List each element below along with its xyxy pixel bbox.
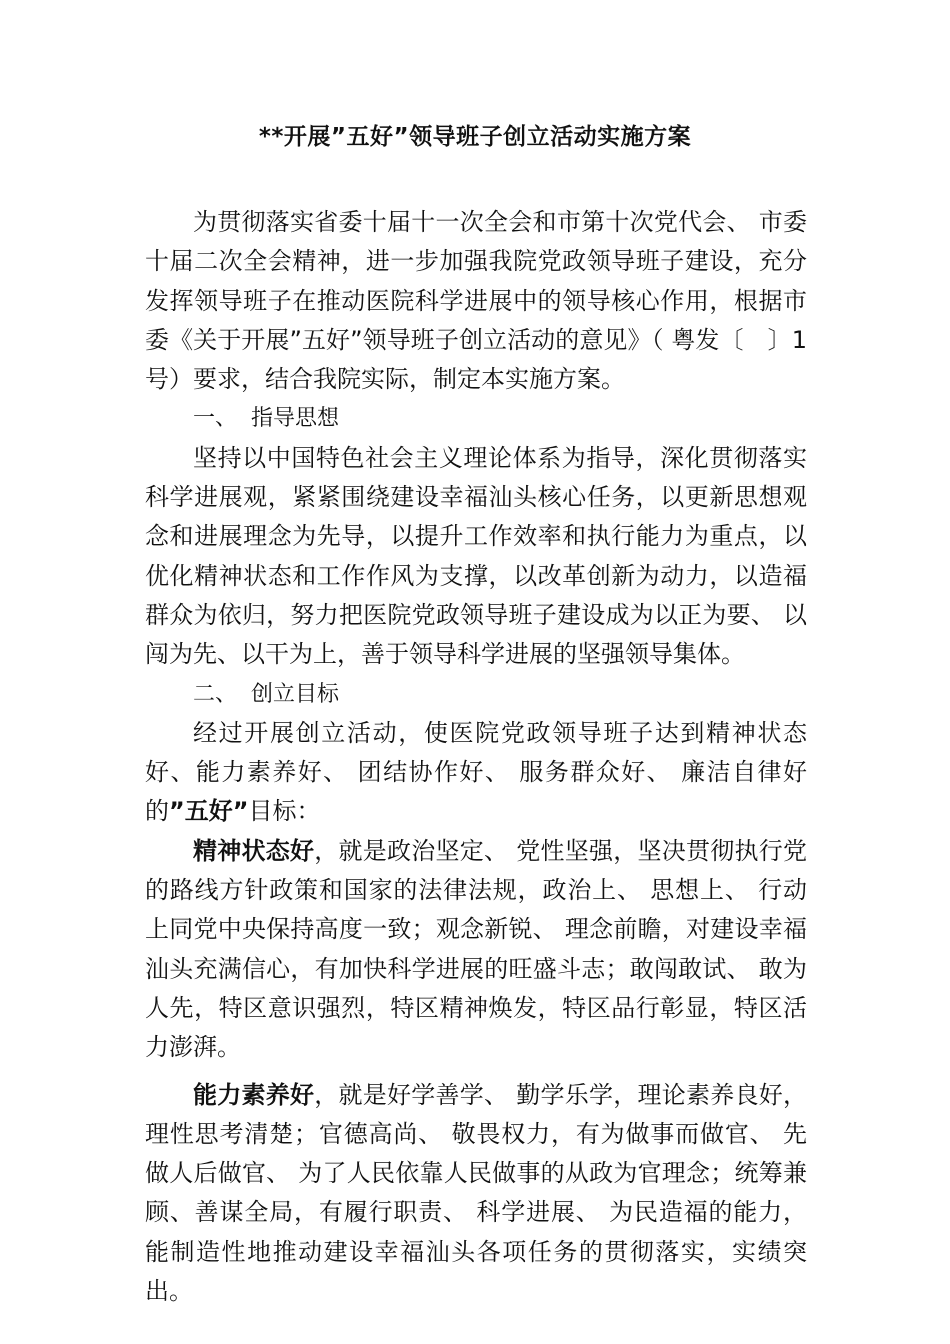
ability-label: 能力素养好	[193, 1080, 315, 1109]
guiding-thought-paragraph: 坚持以中国特色社会主义理论体系为指导，深化贯彻落实科学进展观，紧紧围绕建设幸福汕头核心任务，以更新思想观念和进展理念为先导，以提升工作效率和执行能力为重点，以优化精神状态和工作作风为支撑，以改革创新为动力，以造福群众为依归，努力把医院党政领导班子建设成为以正为要、 以闯为先、以干为上，善于领导科学进展的坚强领导集体。	[145, 443, 807, 669]
intro-paragraph: 为贯彻落实省委十届十一次全会和市第十次党代会、 市委十届二次全会精神，进一步加强我院党政领导班子建设，充分发挥领导班子在推动医院科学进展中的领导核心作用，根据市委《关于开展”五好”领导班子创立活动的意见》（ 粤发〔 〕1号）要求，结合我院实际，制定本实施方案。	[145, 208, 807, 394]
goals-paragraph	[145, 714, 807, 832]
five-good-term: ”五好”	[169, 797, 249, 826]
document-body	[145, 203, 807, 1311]
ability-text: ，就是好学善学、 勤学乐学，理论素养良好，理性思考清楚；官德高尚、 敬畏权力，有为做事而做官、 先做人后做官、 为了人民依靠人民做事的从政为官理念；统筹兼顾、善谋全局，有履行职责、 科学进展、 为民造福的能力，能制造性地推动建设幸福汕头各项任务的贯彻落实，实绩突出。	[145, 1080, 807, 1306]
spirit-text: ，就是政治坚定、 党性坚强，坚决贯彻执行党的路线方针政策和国家的法律法规，政治上、 思想上、 行动上同党中央保持高度一致；观念新锐、 理念前瞻，对建设幸福汕头充满信心，有加快科学进展的旺盛斗志；敢闯敢试、 敢为人先，特区意识强烈，特区精神焕发，特区品行彰显，特区活力澎湃。	[145, 836, 807, 1062]
goals-text-end: 目标：	[248, 797, 321, 826]
spirit-label: 精神状态好	[193, 836, 315, 865]
paragraph-gap	[145, 1068, 807, 1076]
section-heading-guiding-thought: 一、 指导思想	[193, 406, 339, 432]
spirit-paragraph	[145, 832, 807, 1068]
section-heading-goals: 二、 创立目标	[193, 681, 339, 707]
goals-text: 经过开展创立活动，使医院党政领导班子达到精神状态好、能力素养好、 团结协作好、 服务群众好、 廉洁自律好的	[145, 718, 807, 826]
document-title: **开展”五好”领导班子创立活动实施方案	[258, 124, 692, 150]
ability-paragraph	[145, 1076, 807, 1312]
